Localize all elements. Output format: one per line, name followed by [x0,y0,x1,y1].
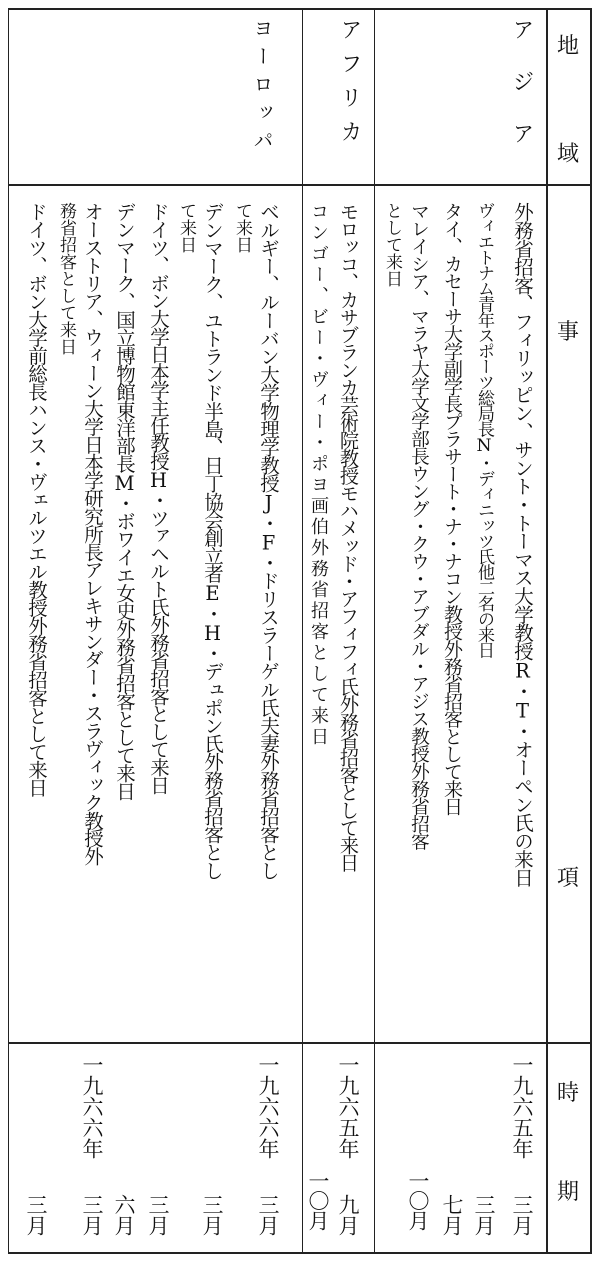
entry-10-month: 六月 [112,1194,136,1236]
bottom-border [8,1252,592,1254]
region-asia: アジア [509,18,534,174]
africa-europe-divider [302,8,303,1254]
entry-2-month: 三月 [472,1194,496,1236]
top-border [8,8,592,10]
entry-7-month: 三月 [256,1194,280,1236]
left-border [8,8,9,1254]
right-border [590,8,592,1254]
region-row-separator [8,184,592,186]
entry-5-year: 一九六五年 [336,1054,360,1159]
entry-7-line-1: ベルギー、ルーバン大学物理学教授J・F・ドリスラーゲル氏夫妻外務省招客とし [257,202,280,879]
entry-2-line-1: ヴィエトナム青年スポーツ総局長N・ディニッツ氏他二名の来日 [474,202,494,658]
entry-7-line-2: て来日 [232,202,252,253]
period-row-separator [8,1042,592,1044]
entry-5-month: 九月 [336,1194,360,1236]
entry-11-line-2: 務省招客として来日 [56,202,76,355]
entry-9-line-1: ドイツ、ボン大学日本学主任教授H・ツァヘルト氏外務省招客として来日 [147,202,170,793]
entry-12-line-1: ドイツ、ボン大学前総長ハンス・ヴェルツエル教授外務省招客として来日 [25,202,48,796]
entry-8-month: 三月 [200,1194,224,1236]
entry-11-year: 一九六六年 [80,1054,104,1159]
entry-11-line-1: オーストリア、ウィーン大学日本学研究所長アレキサンダー・スラヴィック教授外 [81,202,104,865]
entry-4-line-1: マレイシア、マラヤ大学文学部長ウング・クウ・アブダル・アジス教授外務省招客 [408,202,429,850]
header-column-divider [546,8,548,1254]
entry-1-line-1: 外務省招客、フィリッピン、サント・トーマス大学教授R・T・オーペン氏の来日 [511,202,534,887]
header-matter-char-1: 事 [557,320,580,345]
entry-11-month: 三月 [80,1194,104,1236]
entry-3-month: 七月 [440,1194,464,1236]
entry-6-month: 一〇月 [306,1170,330,1230]
header-region-char-2: 域 [557,142,580,167]
entry-4-month: 一〇月 [406,1170,430,1230]
entry-9-month: 三月 [146,1194,170,1236]
entry-12-month: 三月 [24,1194,48,1236]
header-region-char-1: 地 [557,34,580,59]
region-europe: ヨーロッパ [250,18,274,158]
entry-8-line-1: デンマーク、ユトランド半島、日丁協会創立者E・H・デュポン氏外務省招客とし [201,202,224,879]
entry-8-line-2: て来日 [176,202,196,253]
entry-10-line-1: デンマーク、国立博物館東洋部長M・ボワイエ女史外務省招客として来日 [113,202,136,800]
asia-africa-divider [374,8,375,1254]
region-africa: アフリカ [337,18,362,154]
entry-3-line-1: タイ、カセーサ大学副学長プラサート・ナ・ナコン教授外務省招客として来日 [441,202,463,815]
header-period-char-1: 時 [557,1081,580,1106]
entry-5-line-1: モロッコ、カサブランカ芸術院教授モハメッド・アフィフィ氏外務省招客として来日 [337,202,360,871]
header-period-char-2: 期 [557,1180,580,1205]
entry-7-year: 一九六六年 [256,1054,280,1159]
header-matter-char-2: 項 [557,866,580,891]
entry-4-line-2: として来日 [382,202,402,287]
entry-1-month: 三月 [510,1194,534,1236]
entry-1-year: 一九六五年 [510,1054,534,1159]
entry-6-line-1: コンゴー、ビー・ヴィー・ポヨ画伯外務省招客として来日 [308,202,329,748]
